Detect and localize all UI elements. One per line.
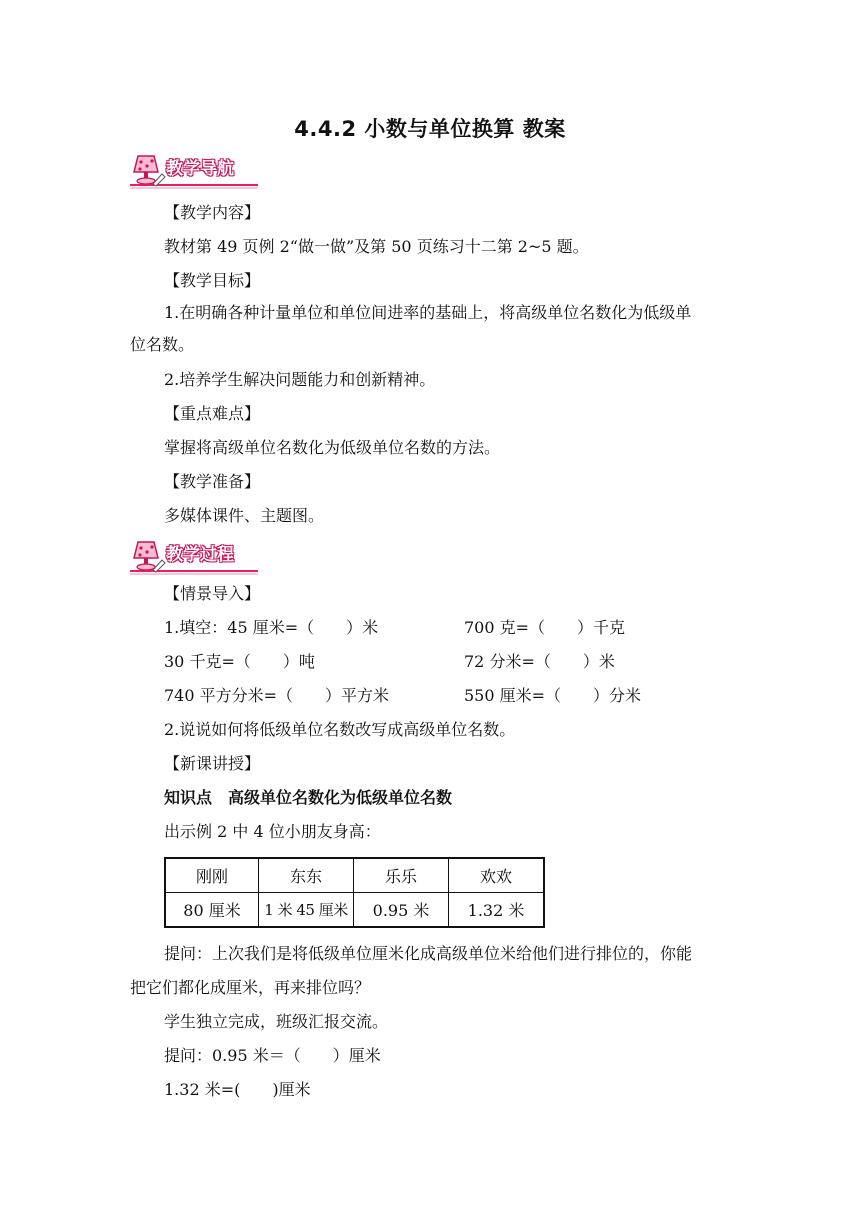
banner-label: 教学过程 bbox=[166, 545, 234, 565]
ask-1-line1: 提问：上次我们是将低级单位厘米化成高级单位米给他们进行排位的，你能 bbox=[164, 944, 693, 963]
key-text: 掌握将高级单位名数化为低级单位名数的方法。 bbox=[164, 438, 501, 457]
goal-2: 2.培养学生解决问题能力和创新精神。 bbox=[164, 370, 436, 389]
prep-text: 多媒体课件、主题图。 bbox=[164, 506, 325, 525]
section-banner-guide bbox=[126, 150, 260, 190]
heading-prep: 【教学准备】 bbox=[164, 472, 261, 491]
content-text: 教材第 49 页例 2“做一做”及第 50 页练习十二第 2~5 题。 bbox=[164, 237, 589, 256]
fill-item: 740 平方分米=（ ）平方米 bbox=[164, 686, 390, 705]
table-cell: 0.95 米 bbox=[354, 893, 449, 928]
independent-text: 学生独立完成，班级汇报交流。 bbox=[164, 1012, 389, 1031]
ask-1-line2: 把它们都化成厘米，再来排位吗？ bbox=[130, 978, 371, 997]
heading-content: 【教学内容】 bbox=[164, 203, 261, 222]
table-cell: 刚刚 bbox=[165, 858, 259, 893]
banner-label: 教学导航 bbox=[166, 159, 234, 179]
table-cell: 1.32 米 bbox=[449, 893, 545, 928]
fill-item: 1.填空：45 厘米=（ ）米 bbox=[164, 618, 379, 637]
heading-intro: 【情景导入】 bbox=[164, 584, 261, 603]
table-cell: 1 米 45 厘米 bbox=[259, 893, 354, 928]
heading-key: 【重点难点】 bbox=[164, 404, 261, 423]
show-text: 出示例 2 中 4 位小朋友身高： bbox=[164, 822, 381, 841]
heading-goals: 【教学目标】 bbox=[164, 271, 261, 290]
table-row bbox=[165, 893, 544, 928]
heading-new: 【新课讲授】 bbox=[164, 754, 261, 773]
ask-3: 1.32 米=( )厘米 bbox=[164, 1080, 311, 1099]
table-cell: 80 厘米 bbox=[165, 893, 259, 928]
fill-item: 30 千克=（ ）吨 bbox=[164, 652, 315, 671]
fill-item: 700 克=（ ）千克 bbox=[464, 618, 626, 637]
section-banner-process bbox=[126, 536, 260, 576]
ask-2: 提问：0.95 米＝（ ）厘米 bbox=[164, 1046, 381, 1065]
heights-table bbox=[164, 857, 545, 928]
fill-item: 72 分米=（ ）米 bbox=[464, 652, 615, 671]
question-2: 2.说说如何将低级单位名数改写成高级单位名数。 bbox=[164, 720, 516, 739]
fill-item: 550 厘米=（ ）分米 bbox=[464, 686, 642, 705]
table-cell: 东东 bbox=[259, 858, 354, 893]
knowledge-point: 知识点 高级单位名数化为低级单位名数 bbox=[164, 788, 453, 807]
table-cell: 乐乐 bbox=[354, 858, 449, 893]
table-cell: 欢欢 bbox=[449, 858, 545, 893]
goal-1-line2: 位名数。 bbox=[130, 335, 195, 354]
page-title: 4.4.2 小数与单位换算 教案 bbox=[294, 117, 566, 141]
table-row bbox=[165, 858, 544, 893]
goal-1-line1: 1.在明确各种计量单位和单位间进率的基础上，将高级单位名数化为低级单 bbox=[164, 303, 692, 322]
